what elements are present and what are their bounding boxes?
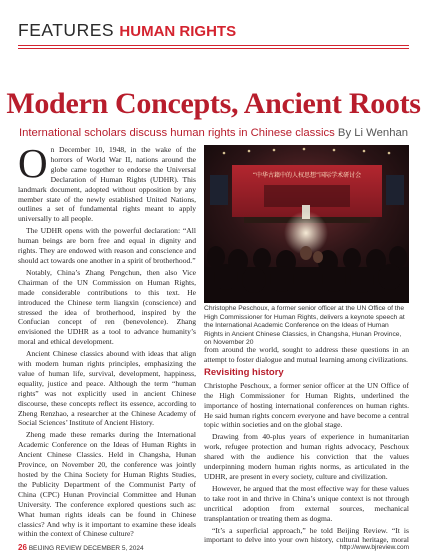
page-number: 26 [18, 543, 27, 552]
body-column-right [204, 345, 409, 545]
paragraph: Ancient Chinese classics abound with ideas that align with modern human rights principles, emphasizing the value of human life, survival, development, happiness, equality, justice and peace. Although the term “human rights” was not explicitly used in ancient Chinese discourse, these concepts reflect its essence, according to Zheng Renzhao, a researcher at the Chinese Academy of Social Sciences’ Institute of Ancient History. [18, 349, 196, 428]
photo-banner-text: “中华古籍中的人权思想”国际学术研讨会 [252, 172, 362, 179]
dropcap: O [18, 145, 48, 186]
paragraph: Drawing from 40-plus years of experience in humanitarian work, refugee protection and human rights advocacy, Peschoux shared with the audience his conviction that the values underpinning modern human rights norms, as articulated in the UDHR, are present in every society, culture and civilization. [204, 432, 409, 481]
subhead: Revisiting history [204, 366, 284, 378]
headline: Modern Concepts, Ancient Roots [6, 87, 421, 120]
header-rule-top [18, 45, 409, 46]
paragraph: Notably, China’s Zhang Pengchun, then also Vice Chairman of the UN Commission on Human Rights, made considerable contributions to this text. He introduced the Chinese term liangxin (conscience) and stressed the idea of brotherhood, inspired by the Confucian concept of ren (benevolence). Zhang envisioned the UDHR as a tool to advance humanity’s moral and ethical development. [18, 267, 196, 347]
body-column-left [18, 145, 196, 540]
deck-text: International scholars discuss human rights in Chinese classics [18, 127, 335, 139]
conference-photo-illustration [204, 145, 409, 303]
paragraph: On December 10, 1948, in the wake of the horrors of World War II, nations around the globe came together to endorse the Universal Declaration of Human Rights (UDHR). This landmark document, adopted without opposition by any member state of the newly established United Nations, outlines a set of fundamental rights meant to apply universally to all people. [18, 145, 196, 224]
subsection-label: HUMAN RIGHTS [119, 23, 237, 40]
photo-caption: Christophe Peschoux, a former senior officer at the UN Office of the High Commissioner for Human Rights, delivers a keynote speech at the International Academic Conference on the Ideas of Human Rights in Ancient Chinese Classics, in Changsha, Hunan Province, on November 20 [204, 305, 405, 347]
conference-photo [204, 145, 409, 303]
paragraph: “It’s a superficial approach,” he told Beijing Review. “It is important to delve into your own history, cultural heritage, moral [204, 525, 409, 545]
paragraph: from around the world, sought to address these questions in an attempt to foster dialogue and mutual learning among civilizations. [204, 345, 409, 364]
section-header [18, 20, 236, 42]
paragraph: The UDHR opens with the powerful declaration: “All human beings are born free and equal in dignity and rights. They are endowed with reason and conscience and should act towards one another in a spirit of brotherhood.” [18, 226, 196, 265]
paragraph: Christophe Peschoux, a former senior officer at the UN Office of the High Commissioner for Human Rights, underlined the importance of hosting international conferences on human rights. He said human rights concern everyone and have become a central topic within societies and on the global stage. [204, 380, 409, 430]
section-label: FEATURES [18, 20, 115, 40]
issue-info: BEIJING REVIEW DECEMBER 5, 2024 [28, 545, 144, 552]
paragraph: Zheng made these remarks during the International Academic Conference on the Ideas of Human Rights in Ancient Chinese Classics. Held in Changsha, Hunan Province, on November 20, the conference was jointly hosted by the China Society for Human Rights Studies, the Publicity Department of the Communist Party of China (CPC) Hunan Provincial Committee and Hunan University. The conference explored questions such as: What human rights ideals can be found in Chinese classics? And why is it important to examine these ideals within the context of Chinese culture? [18, 430, 196, 539]
website-url: http://www.bjreview.com [339, 544, 409, 551]
byline: By Li Wenhan [337, 127, 409, 139]
footer-left [18, 543, 144, 553]
footer-right [340, 543, 409, 552]
deck [0, 126, 427, 140]
header-rule-bottom [18, 48, 409, 49]
paragraph: However, he argued that the most effective way for these values to take root in and thrive in China’s unique context is not through uncritical adoption from external sources, mechanical transplantation or treating them as dogma. [204, 483, 409, 523]
